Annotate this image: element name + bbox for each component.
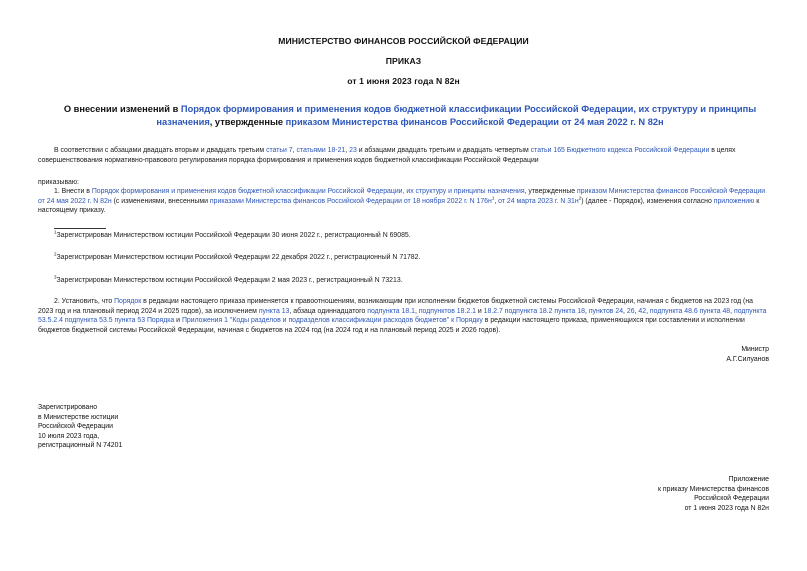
intro-paragraph [38,146,769,165]
link-subpoint-18-1[interactable]: подпункта 18.1 [367,307,415,315]
title-link-order[interactable]: приказом Министерства финансов Российской Федерации от 24 мая 2022 г. N 82н [285,117,664,127]
item1-text: (с изменениями, внесенными [113,197,208,205]
signature-position: Министр [741,346,769,353]
link-points-24[interactable]: пунктов 24 [588,307,624,315]
item1-text: , утвержденные [524,188,576,195]
item-2-paragraph [38,297,769,335]
title-prefix: О внесении изменений в [63,104,179,114]
item-1-paragraph [38,187,769,216]
footnote-text: Зарегистрирован Министерством юстиции Российской Федерации 22 декабря 2022 г., регистрационный N 71782. [56,254,421,261]
link-subpoints-18-2-1[interactable]: подпунктов 18.2.1 [418,307,476,315]
ministry-heading: МИНИСТЕРСТВО ФИНАНСОВ РОССИЙСКОЙ ФЕДЕРАЦИИ [278,36,529,46]
footnote-2 [54,253,420,263]
item2-text: , [623,307,625,315]
title-link-procedure[interactable]: Порядок формирования и применения кодов бюджетной классификации Российской Федерации, их структуру и принципы назначения [156,104,757,127]
footnote-num: 3 [54,274,57,280]
intro-text: , [292,147,295,154]
item2-text: , абзаца одиннадцатого [289,307,366,315]
item2-text: и [477,307,482,315]
registration-line: в Министерстве юстиции [38,413,119,421]
link-point-13[interactable]: пункта 13 [258,307,290,315]
item2-text: в редакции настоящего приказа применяется к правоотношениям, возникающим при исполнении бюджетов бюджетной системы Российской Федерации, начиная с бюджетов на 2023 год (на 2023 год и на плановый период 2024 и 2025 годов), за исключением [38,298,753,315]
appendix-line: Приложение [728,476,769,483]
link-articles-18-21[interactable]: статьями 18-21 [296,147,346,154]
registration-line: Зарегистрировано [38,404,98,411]
appendix-line: к приказу Министерства финансов [657,485,769,493]
link-subpoint-53-5-2-4[interactable]: подпункта 53.5.2.4 подпункта 53.5 пункта 53 Порядка [38,307,767,324]
intro-text: В соответствии с абзацами двадцать вторым и двадцать третьим [54,147,265,154]
footnote-num: 2 [54,251,57,257]
registration-line: 10 июля 2023 года, [38,432,100,440]
intro-text: и абзацами двадцать третьим и двадцать четвертым [358,147,529,154]
link-order-82n[interactable]: приказом Министерства финансов Российской Федерации от 24 мая 2022 г. N 82н [38,188,766,205]
footnote-divider [54,228,106,229]
appendix-line: от 1 июня 2023 года N 82н [684,504,769,512]
item2-text: и [176,317,181,324]
footnote-3 [54,276,403,286]
appendix-line: Российской Федерации [694,495,769,502]
link-procedure[interactable]: Порядок формирования и применения кодов бюджетной классификации Российской Федерации, их структуру и принципы назначения [91,188,525,195]
title-mid: , утвержденные [209,117,284,127]
item2-text: , [646,307,648,315]
link-appendix-1[interactable]: Приложения 1 "Коды разделов и подразделов классификации расходов бюджетов" к Порядку [181,317,483,324]
registration-block [38,403,122,451]
signature-name: А.Г.Силуанов [726,355,769,363]
link-point-42[interactable]: 42 [638,307,647,315]
item1-text: ) (далее - Порядок), изменения согласно [581,197,712,205]
signature-block [726,345,769,364]
link-article-7[interactable]: статьи 7 [266,147,293,154]
registration-line: Российской Федерации [38,423,113,430]
order-word: приказываю: [38,179,79,186]
item1-text: 1. Внести в [54,188,90,195]
document-title [40,103,780,129]
intro-text: в целях совершенствования нормативно-правового регулирования порядка формирования и применения кодов бюджетной классификации Российской Федерации [38,147,736,164]
intro-text: , [345,147,348,154]
link-subpoint-48-6[interactable]: подпункта 48.6 пункта 48 [649,307,731,315]
item2-text: , [634,307,637,315]
item1-text: к настоящему приказу. [38,197,760,214]
footnote-1 [54,231,411,241]
item2-text: , [584,307,587,315]
link-order-31n[interactable]: от 24 марта 2023 г. N 31н [498,197,579,205]
link-article-23[interactable]: 23 [349,147,357,154]
link-appendix[interactable]: приложению [713,197,755,205]
item2-text: 2. Установить, что [54,298,113,305]
link-procedure-short[interactable]: Порядок [114,298,142,305]
link-article-165[interactable]: статьи 165 Бюджетного кодекса Российской Федерации [530,147,710,154]
footnote-num: 1 [54,229,57,235]
doc-date-number: от 1 июня 2023 года N 82н [347,76,460,86]
item2-text: , [730,307,733,315]
footnote-ref-1[interactable]: 1 [491,195,495,201]
footnote-text: Зарегистрирован Министерством юстиции Российской Федерации 2 мая 2023 г., регистрационный N 73213. [56,277,403,284]
link-order-176n[interactable]: приказами Министерства финансов Российской Федерации от 18 ноября 2022 г. N 176н [209,197,492,205]
item2-text: в редакции настоящего приказа, применяющихся при составлении и исполнении бюджетов бюджетной системы Российской Федерации, начиная с бюджетов на 2024 год (на 2024 год и на плановый период 2025 и 2026 годов). [38,317,745,334]
item2-text: , [414,307,417,315]
footnote-text: Зарегистрирован Министерством юстиции Российской Федерации 30 июня 2022 г., регистрационный N 69085. [56,232,411,239]
item1-text: , [494,197,497,205]
appendix-block [658,475,769,513]
registration-line: регистрационный N 74201 [38,442,123,449]
link-subpoint-18-2-7[interactable]: 18.2.7 подпункта 18.2 пункта 18 [483,307,585,315]
doc-type-heading: ПРИКАЗ [385,56,422,66]
link-point-26[interactable]: 26 [626,307,635,315]
footnote-ref-2[interactable]: 2 [578,195,582,201]
